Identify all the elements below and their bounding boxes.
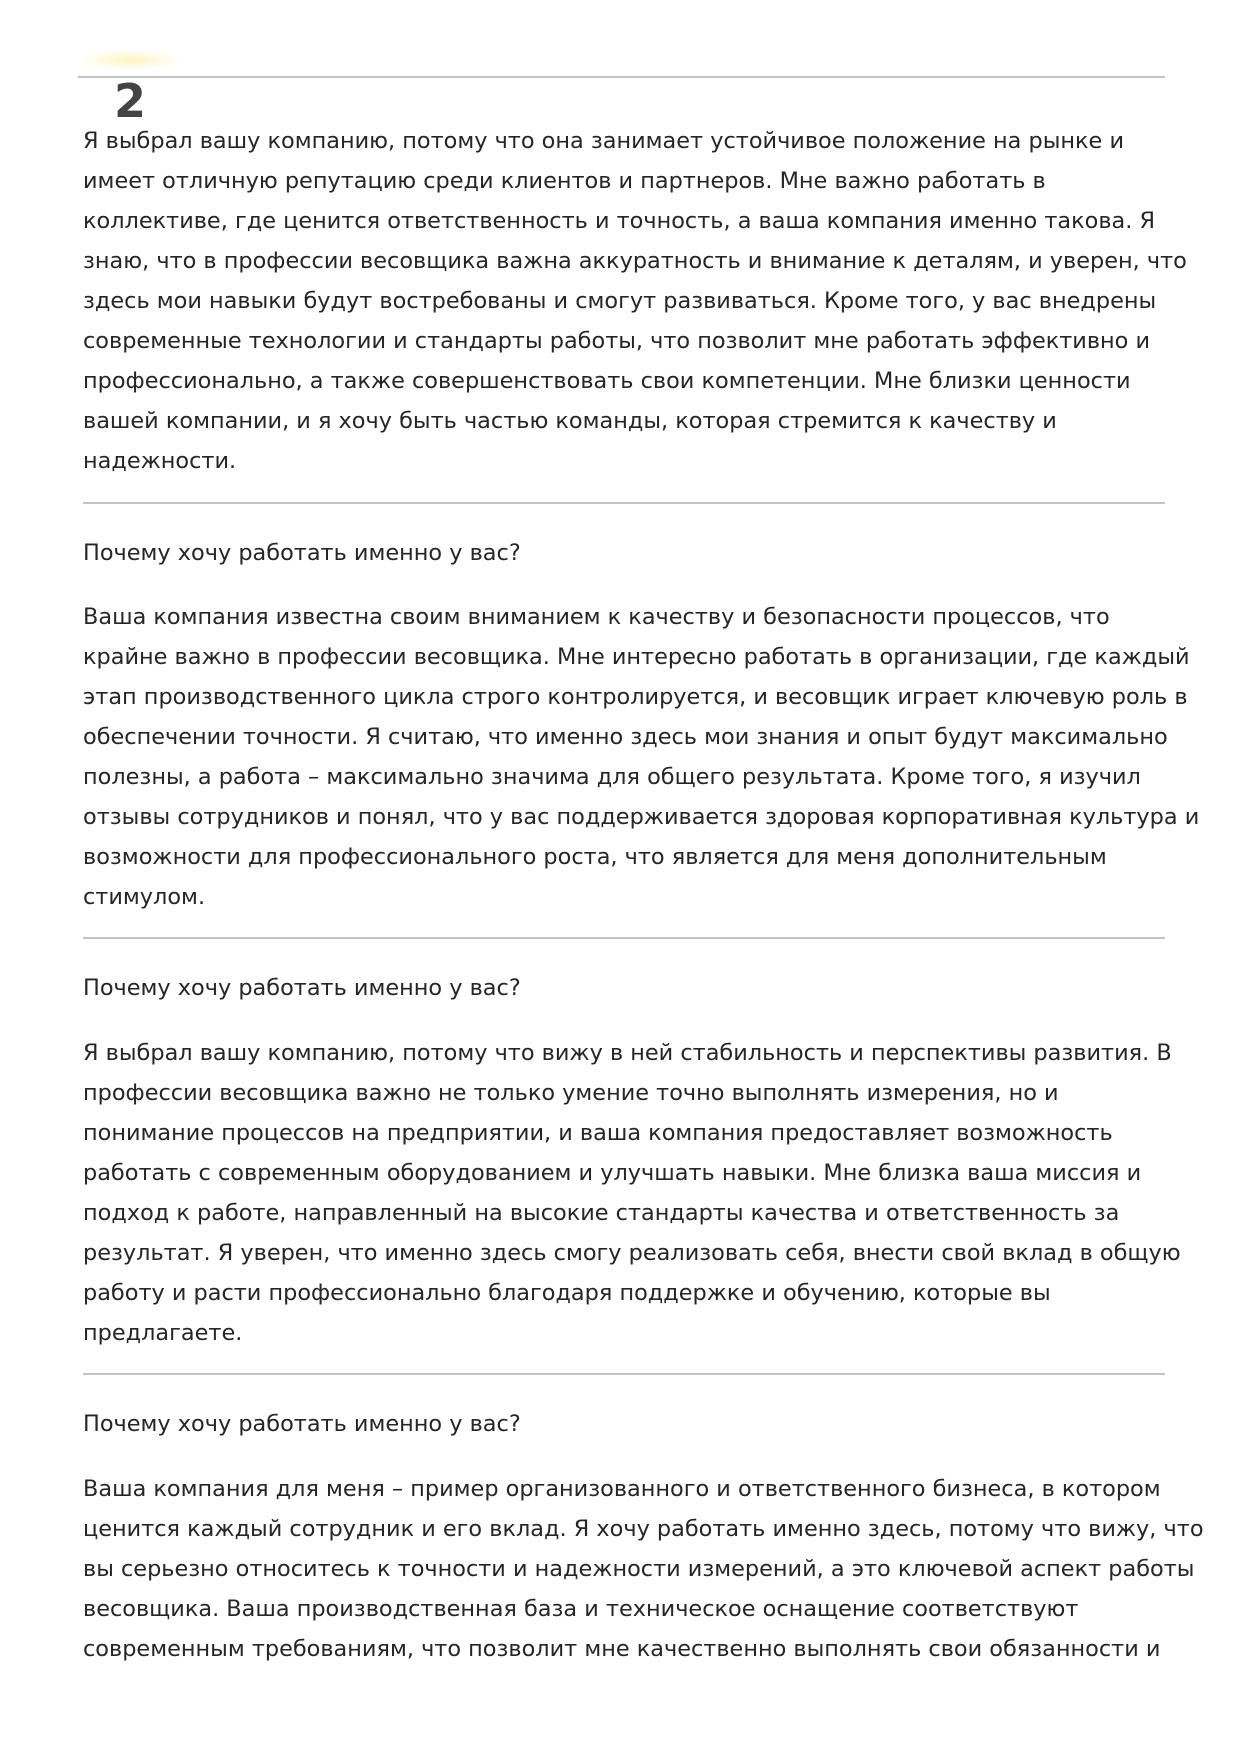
highlight-glow bbox=[78, 50, 182, 70]
answer-text bbox=[83, 1469, 1204, 1669]
section-divider bbox=[83, 502, 1165, 504]
answer-line: Ваша компания для меня – пример организованного и ответственного бизнеса, в котором bbox=[83, 1476, 1161, 1502]
answer-text bbox=[83, 597, 1200, 917]
answer-line: отзывы сотрудников и понял, что у вас поддерживается здоровая корпоративная культура и bbox=[83, 804, 1200, 830]
answer-line: этап производственного цикла строго контролируется, и весовщик играет ключевую роль в bbox=[83, 684, 1188, 710]
answer-line: профессии весовщика важно не только умение точно выполнять измерения, но и bbox=[83, 1080, 1059, 1106]
item-number: 2 bbox=[114, 74, 147, 128]
answer-line: надежности. bbox=[83, 448, 237, 474]
answer-line: возможности для профессионального роста, что является для меня дополнительным bbox=[83, 844, 1107, 870]
answer-line: вы серьезно относитесь к точности и надежности измерений, а это ключевой аспект работы bbox=[83, 1556, 1195, 1582]
answer-line: работать с современным оборудованием и улучшать навыки. Мне близка ваша миссия и bbox=[83, 1160, 1142, 1186]
answer-line: стимулом. bbox=[83, 884, 206, 910]
section-question: Почему хочу работать именно у вас? bbox=[83, 1411, 521, 1437]
section-question: Почему хочу работать именно у вас? bbox=[83, 975, 521, 1001]
section-question: Почему хочу работать именно у вас? bbox=[83, 540, 521, 566]
answer-line: предлагаете. bbox=[83, 1320, 243, 1346]
answer-line: вашей компании, и я хочу быть частью команды, которая стремится к качеству и bbox=[83, 408, 1057, 434]
answer-line: результат. Я уверен, что именно здесь смогу реализовать себя, внести свой вклад в общую bbox=[83, 1240, 1181, 1266]
answer-line: понимание процессов на предприятии, и ваша компания предоставляет возможность bbox=[83, 1120, 1113, 1146]
answer-line: Я выбрал вашу компанию, потому что вижу в ней стабильность и перспективы развития. В bbox=[83, 1040, 1172, 1066]
answer-line: коллективе, где ценится ответственность и точность, а ваша компания именно такова. Я bbox=[83, 208, 1156, 234]
answer-line: имеет отличную репутацию среди клиентов и партнеров. Мне важно работать в bbox=[83, 168, 1046, 194]
answer-line: современные технологии и стандарты работы, что позволит мне работать эффективно и bbox=[83, 328, 1151, 354]
answer-line: профессионально, а также совершенствовать свои компетенции. Мне близки ценности bbox=[83, 368, 1131, 394]
answer-line: полезны, а работа – максимально значима для общего результата. Кроме того, я изучил bbox=[83, 764, 1141, 790]
answer-line: весовщика. Ваша производственная база и техническое оснащение соответствуют bbox=[83, 1596, 1079, 1622]
answer-text bbox=[83, 1033, 1181, 1353]
answer-line: современным требованиям, что позволит мне качественно выполнять свои обязанности и bbox=[83, 1636, 1161, 1662]
answer-text bbox=[83, 121, 1187, 481]
answer-line: ценится каждый сотрудник и его вклад. Я хочу работать именно здесь, потому что вижу, что bbox=[83, 1516, 1204, 1542]
answer-line: знаю, что в профессии весовщика важна аккуратность и внимание к деталям, и уверен, что bbox=[83, 248, 1187, 274]
answer-line: Ваша компания известна своим вниманием к качеству и безопасности процессов, что bbox=[83, 604, 1110, 630]
answer-line: обеспечении точности. Я считаю, что именно здесь мои знания и опыт будут максимально bbox=[83, 724, 1168, 750]
answer-line: Я выбрал вашу компанию, потому что она занимает устойчивое положение на рынке и bbox=[83, 128, 1124, 154]
top-divider bbox=[78, 76, 1165, 78]
answer-line: здесь мои навыки будут востребованы и смогут развиваться. Кроме того, у вас внедрены bbox=[83, 288, 1157, 314]
answer-line: подход к работе, направленный на высокие стандарты качества и ответственность за bbox=[83, 1200, 1120, 1226]
answer-line: крайне важно в профессии весовщика. Мне интересно работать в организации, где каждый bbox=[83, 644, 1190, 670]
answer-line: работу и расти профессионально благодаря поддержке и обучению, которые вы bbox=[83, 1280, 1051, 1306]
section-divider bbox=[83, 1373, 1165, 1375]
section-divider bbox=[83, 937, 1165, 939]
